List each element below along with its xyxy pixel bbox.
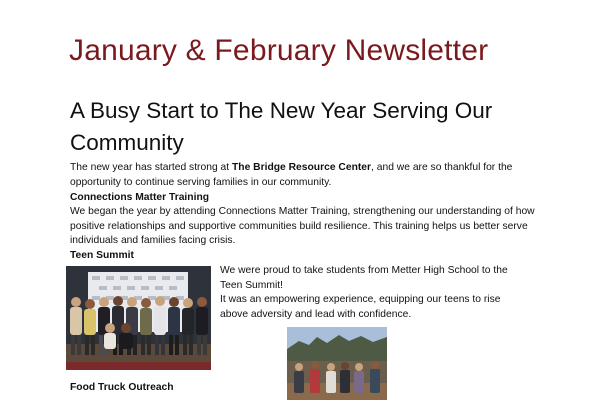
teen-summit-photo-art bbox=[66, 266, 211, 370]
lead-story-intro bbox=[70, 161, 540, 190]
teen-summit-heading: Teen Summit bbox=[70, 250, 134, 261]
organization-name: The Bridge Resource Center bbox=[231, 162, 372, 173]
lead-story-heading: A Busy Start to The New Year Serving Our Community bbox=[70, 98, 493, 155]
connections-matter-heading: Connections Matter Training bbox=[70, 192, 210, 203]
connections-matter-body: We began the year by attending Connections Matter Training, strengthening our understanding of how positive relationships and supportive communities build resilience. This training helps us better serve individuals and families facing crisis. bbox=[70, 206, 535, 246]
teen-summit-photo bbox=[66, 266, 211, 370]
food-truck-photo bbox=[287, 327, 387, 400]
teen-summit-body-paragraph-2: It was an empowering experience, equipping our teens to rise above adversity and lead with confidence. bbox=[220, 294, 501, 320]
newsletter-title: January & February Newsletter bbox=[69, 34, 489, 67]
intro-text-end: , and we are so thankful for the opportunity to continue serving families in our community. bbox=[70, 162, 513, 188]
food-truck-photo-art bbox=[287, 327, 387, 400]
intro-text-start: The new year has started strong at bbox=[70, 162, 232, 173]
food-truck-heading: Food Truck Outreach bbox=[70, 382, 174, 393]
teen-summit-body-paragraph-1: We were proud to take students from Metter High School to the Teen Summit! bbox=[220, 265, 508, 291]
teen-summit-body bbox=[220, 264, 520, 322]
